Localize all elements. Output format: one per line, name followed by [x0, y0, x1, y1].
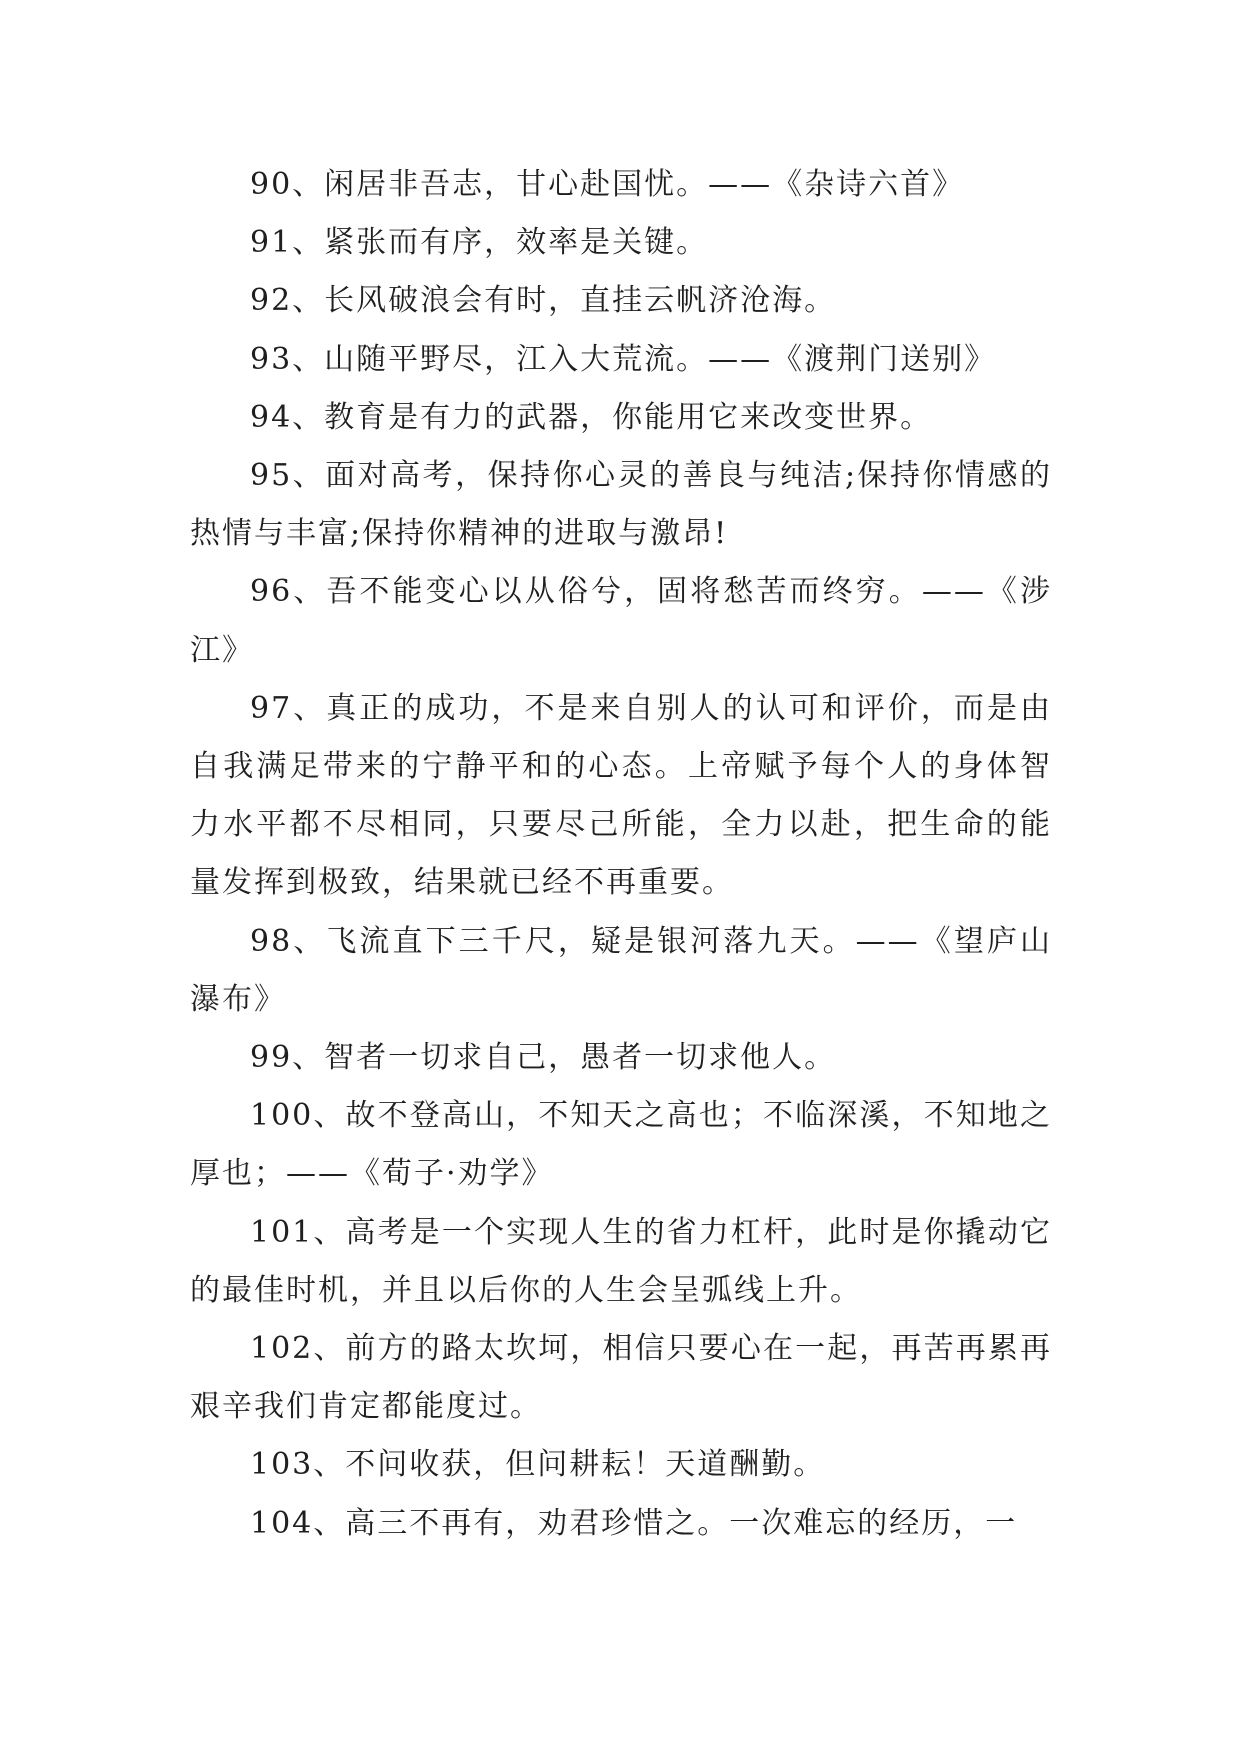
paragraph-103: 103、不问收获，但问耕耘！天道酬勤。	[250, 1447, 826, 1483]
paragraph-99: 99、智者一切求自己，愚者一切求他人。	[250, 1040, 837, 1076]
paragraph-100: 100、故不登高山，不知天之高也；不临深溪，不知地之厚也；——《荀子·劝学》	[190, 1098, 1052, 1192]
paragraph-98: 98、飞流直下三千尺，疑是银河落九天。——《望庐山瀑布》	[190, 923, 1052, 1017]
paragraph-91: 91、紧张而有序，效率是关键。	[250, 225, 709, 261]
paragraph-90: 90、闲居非吾志，甘心赴国忧。——《杂诗六首》	[250, 167, 965, 202]
paragraph-94: 94、教育是有力的武器，你能用它来改变世界。	[250, 399, 933, 435]
paragraph-93: 93、山随平野尽，江入大荒流。——《渡荆门送别》	[250, 341, 997, 377]
paragraph-96: 96、吾不能变心以从俗兮，固将愁苦而终穷。——《涉江》	[190, 574, 1052, 668]
paragraph-97: 97、真正的成功，不是来自别人的认可和评价，而是由自我满足带来的宁静平和的心态。上帝赋予每个人的身体智力水平都不尽相同，只要尽己所能，全力以赴，把生命的能量发挥到极致，结果就已经不再重要。	[190, 690, 1052, 901]
paragraph-101: 101、高考是一个实现人生的省力杠杆，此时是你撬动它的最佳时机，并且以后你的人生会呈弧线上升。	[190, 1214, 1052, 1308]
paragraph-92: 92、长风破浪会有时，直挂云帆济沧海。	[250, 283, 837, 319]
paragraph-104: 104、高三不再有，劝君珍惜之。一次难忘的经历，一	[250, 1505, 1018, 1541]
paragraph-102: 102、前方的路太坎坷，相信只要心在一起，再苦再累再艰辛我们肯定都能度过。	[190, 1331, 1052, 1425]
document-body	[190, 156, 1052, 1553]
paragraph-95: 95、面对高考，保持你心灵的善良与纯洁;保持你情感的热情与丰富;保持你精神的进取与激昂!	[190, 458, 1052, 552]
